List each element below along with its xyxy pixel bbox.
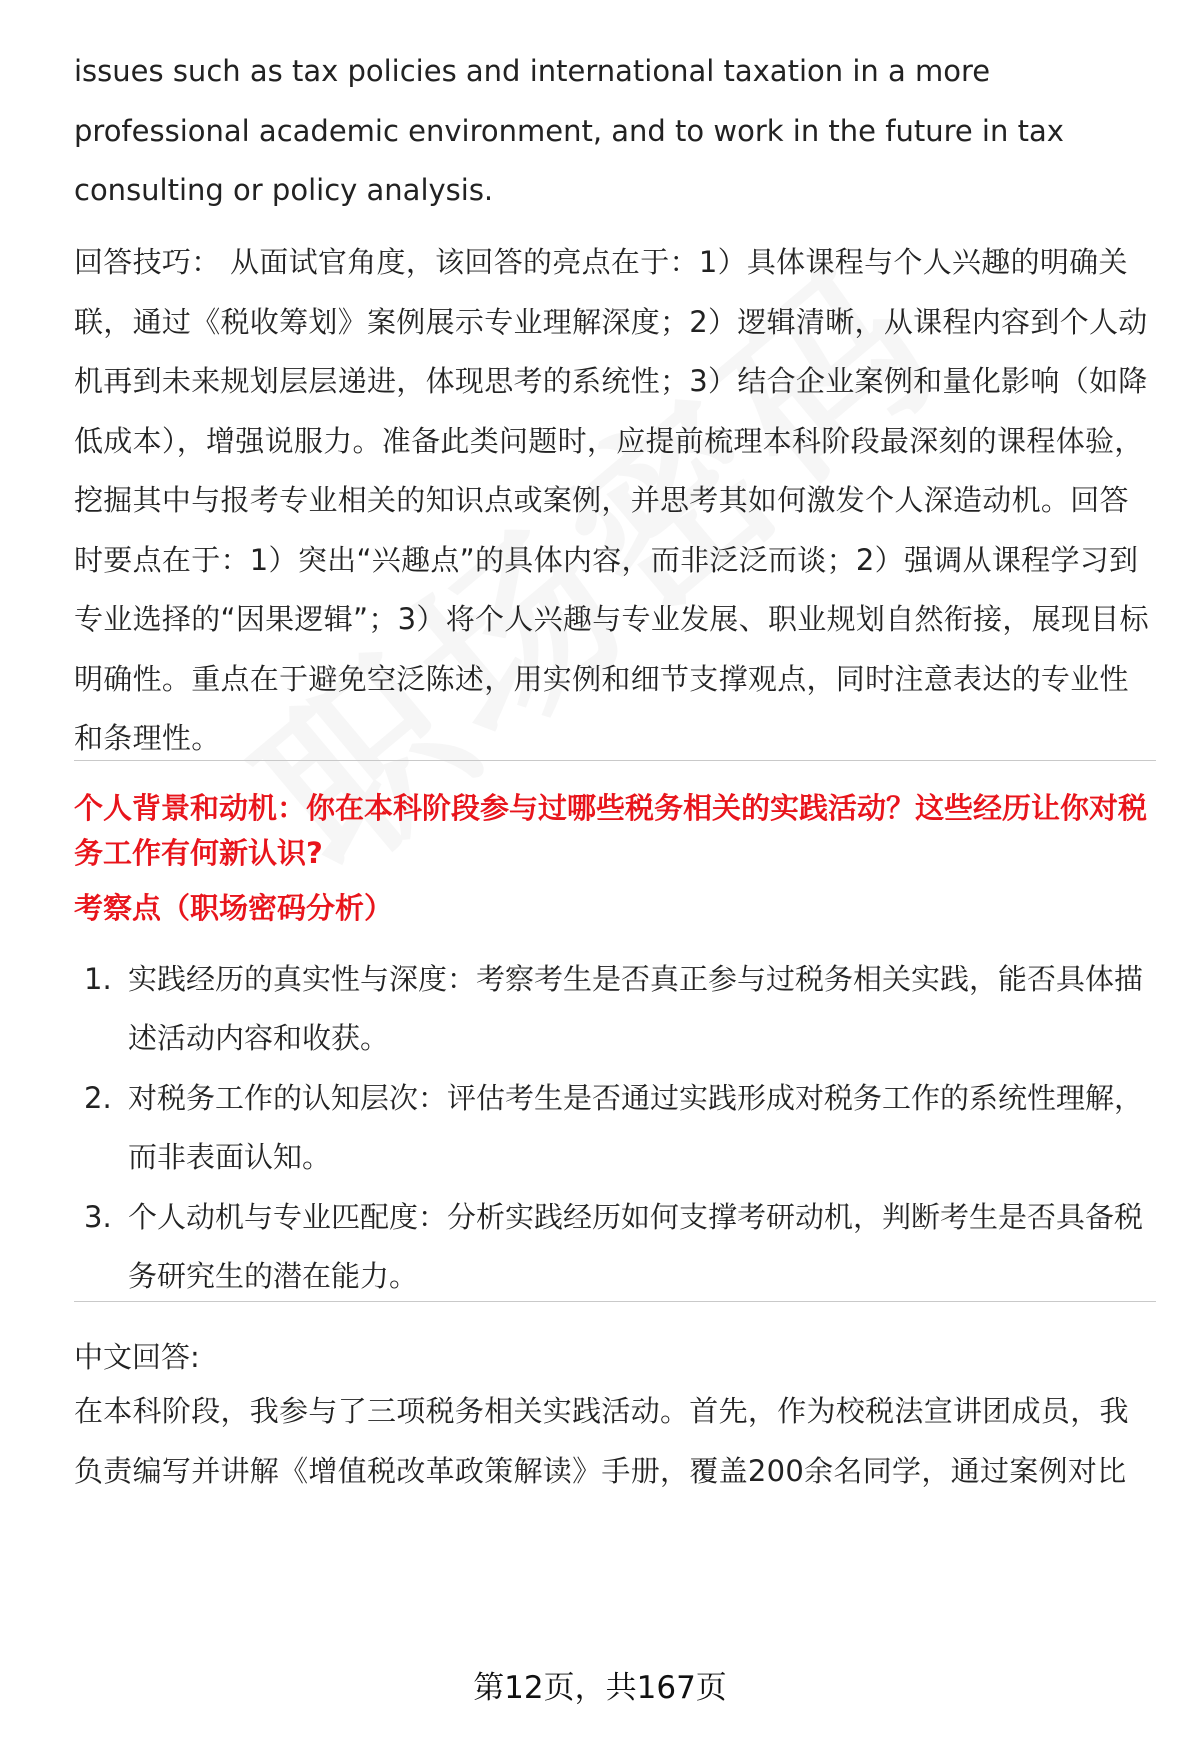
section-divider <box>74 760 1156 761</box>
list-item <box>74 950 1164 1068</box>
list-number: 3. <box>84 1200 112 1234</box>
list-number: 2. <box>84 1081 112 1115</box>
question-heading: 个人背景和动机：你在本科阶段参与过哪些税务相关的实践活动？这些经历让你对税务工作有何新认识? <box>74 791 1148 870</box>
answer-tips-paragraph: 回答技巧： 从面试官角度，该回答的亮点在于：1）具体课程与个人兴趣的明确关联，通过《税收筹划》案例展示专业理解深度；2）逻辑清晰，从课程内容到个人动机再到未来规划层层递进，体现思考的系统性；3）结合企业案例和量化影响（如降低成本），增强说服力。准备此类问题时，应提前梳理本科阶段最深刻的课程体验，挖掘其中与报考专业相关的知识点或案例，并思考其如何激发个人深造动机。回答时要点在于：1）突出“兴趣点”的具体内容，而非泛泛而谈；2）强调从课程学习到专业选择的“因果逻辑”；3）将个人兴趣与专业发展、职业规划自然衔接，展现目标明确性。重点在于避免空泛陈述，用实例和细节支撑观点，同时注意表达的专业性和条理性。 <box>74 245 1149 755</box>
focus-points-heading: 考察点（职场密码分析） <box>74 891 394 925</box>
list-item-text: 对税务工作的认知层次：评估考生是否通过实践形成对税务工作的系统性理解，而非表面认知。 <box>128 1081 1144 1174</box>
section-divider <box>74 1301 1156 1302</box>
list-item <box>74 1069 1164 1187</box>
page-number-footer: 第12页，共167页 <box>473 1670 727 1706</box>
answer-paragraph: 在本科阶段，我参与了三项税务相关实践活动。首先，作为校税法宣讲团成员，我负责编写并讲解《增值税改革政策解读》手册，覆盖200余名同学，通过案例对比 <box>74 1394 1129 1488</box>
list-number: 1. <box>84 962 112 996</box>
list-item <box>74 1188 1164 1306</box>
focus-points-list <box>74 950 1164 1307</box>
list-item-text: 个人动机与专业匹配度：分析实践经历如何支撑考研动机，判断考生是否具备税务研究生的潜在能力。 <box>128 1200 1144 1293</box>
list-item-text: 实践经历的真实性与深度：考察考生是否真正参与过税务相关实践，能否具体描述活动内容和收获。 <box>128 962 1144 1055</box>
answer-label: 中文回答: <box>74 1340 200 1374</box>
intro-paragraph-english: issues such as tax policies and international taxation in a more professional academic environment, and to work in the future in tax consulting or policy analysis. <box>74 54 1064 207</box>
